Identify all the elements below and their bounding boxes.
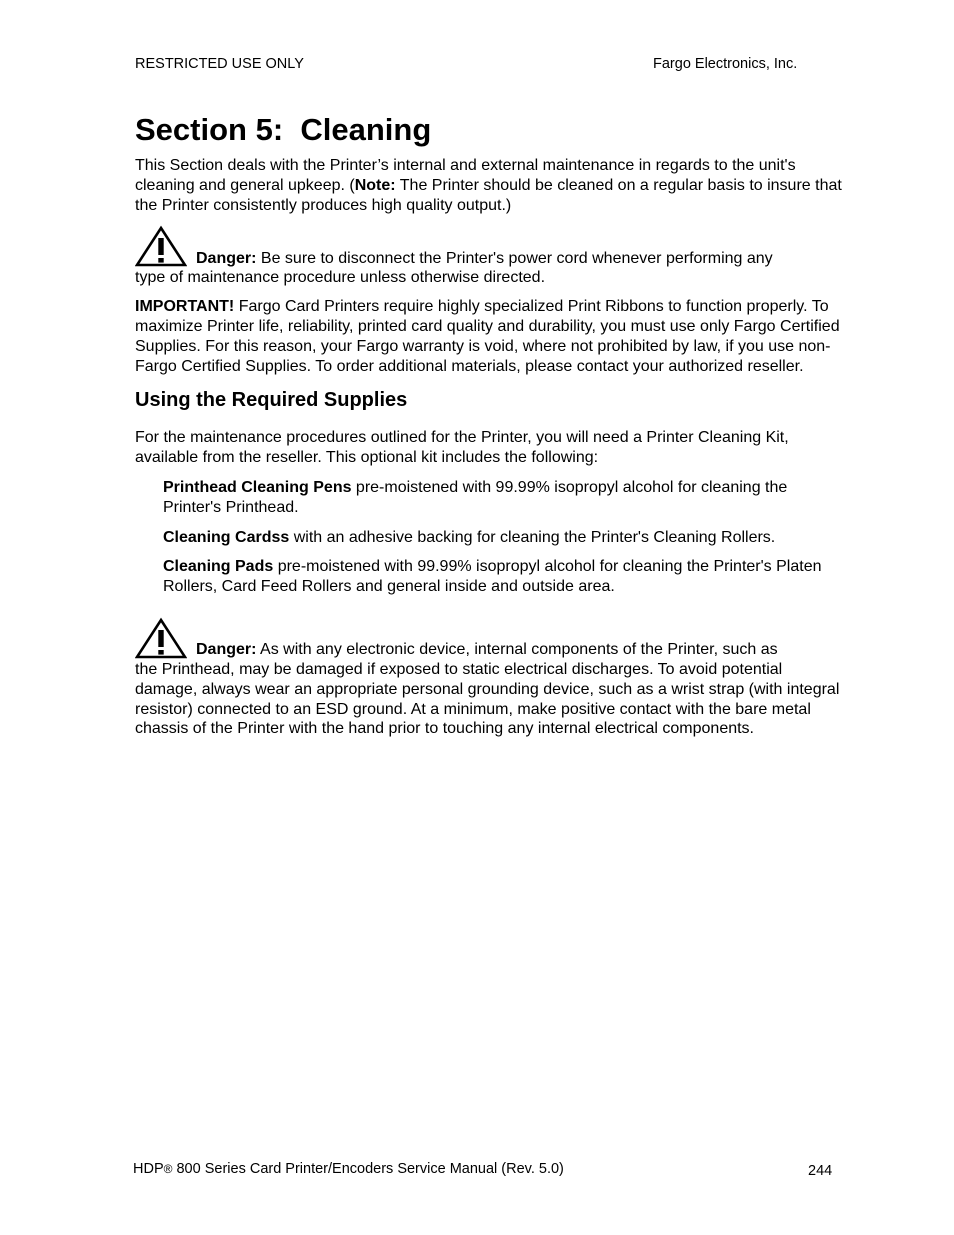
- supply-item-name: Cleaning Cardss: [163, 528, 290, 546]
- intro-text-1: This Section deals with the Printer’s internal and external maintenance in regards to the unit's cleaning and general upkeep. (: [135, 157, 796, 194]
- footer-manual-title: [133, 1161, 564, 1177]
- danger-notice-power: [135, 225, 845, 288]
- supply-item: [163, 528, 845, 548]
- registered-mark: ®: [163, 1162, 173, 1176]
- danger-text-first-line: Be sure to disconnect the Printer's power cord whenever performing any: [256, 249, 773, 267]
- important-text: Fargo Card Printers require highly specialized Print Ribbons to function properly. To maximize Printer life, reliability, printed card quality and durability, you must use only Fargo Certified Supplies. For this reason, your Fargo warranty is void, where not prohibited by law, if you use non-Fargo Certified Supplies. To order additional materials, please contact your authorized reseller.: [135, 298, 840, 375]
- supply-item-name: Cleaning Pads: [163, 558, 274, 576]
- important-label: IMPORTANT!: [135, 298, 235, 316]
- supply-item-text: with an adhesive backing for cleaning the Printer's Cleaning Rollers.: [289, 528, 776, 546]
- supplies-heading: Using the Required Supplies: [135, 389, 408, 412]
- supply-item-name: Printhead Cleaning Pens: [163, 478, 352, 496]
- intro-note-label: Note:: [354, 176, 396, 194]
- page-number: 244: [808, 1163, 833, 1179]
- danger-notice-power-first-line: [135, 225, 845, 268]
- supplies-intro: For the maintenance procedures outlined for the Printer, you will need a Printer Cleaning Kit, available from the reseller. This optional kit includes the following:: [135, 429, 789, 467]
- page-content: [135, 110, 845, 748]
- danger-label: Danger:: [196, 249, 257, 267]
- header-restricted-label: RESTRICTED USE ONLY: [135, 56, 304, 72]
- danger-notice-static-first-line: [135, 617, 845, 660]
- danger-text-first-line: As with any electronic device, internal components of the Printer, such as: [256, 641, 778, 659]
- danger-notice-static-lead: [196, 640, 778, 660]
- danger-text-rest: type of maintenance procedure unless otherwise directed.: [135, 269, 546, 287]
- header-company-name: Fargo Electronics, Inc.: [653, 56, 798, 72]
- danger-notice-static: [135, 617, 845, 739]
- supply-item-text: pre-moistened with 99.99% isopropyl alcohol for cleaning the Printer's Printhead.: [163, 478, 788, 516]
- intro-text-2: The Printer should be cleaned on a regular basis to insure that the Printer consistently produces high quality output.): [135, 176, 842, 214]
- intro-paragraph: [135, 156, 845, 215]
- important-paragraph: [135, 297, 845, 376]
- warning-triangle-icon: [135, 617, 187, 660]
- supply-item: [163, 478, 845, 518]
- supply-item: [163, 557, 845, 597]
- footer-brand: HDP: [133, 1161, 164, 1177]
- danger-label: Danger:: [196, 641, 257, 659]
- warning-triangle-icon: [135, 225, 187, 268]
- footer-manual-text: 800 Series Card Printer/Encoders Service Manual (Rev. 5.0): [172, 1161, 564, 1177]
- danger-notice-power-lead: [196, 249, 773, 269]
- page-title: Section 5: Cleaning: [135, 112, 432, 147]
- danger-text-rest: the Printhead, may be damaged if exposed to static electrical discharges. To avoid potential damage, always wear an appropriate personal grounding device, such as a wrist strap (with integral resistor) connected to an ESD ground. At a minimum, make positive contact with the bare metal chassis of the Printer with the hand prior to touching any internal electrical components.: [135, 660, 840, 738]
- supply-item-text: pre-moistened with 99.99% isopropyl alcohol for cleaning the Printer's Platen Rollers, Card Feed Rollers and general inside and outside area.: [163, 558, 822, 596]
